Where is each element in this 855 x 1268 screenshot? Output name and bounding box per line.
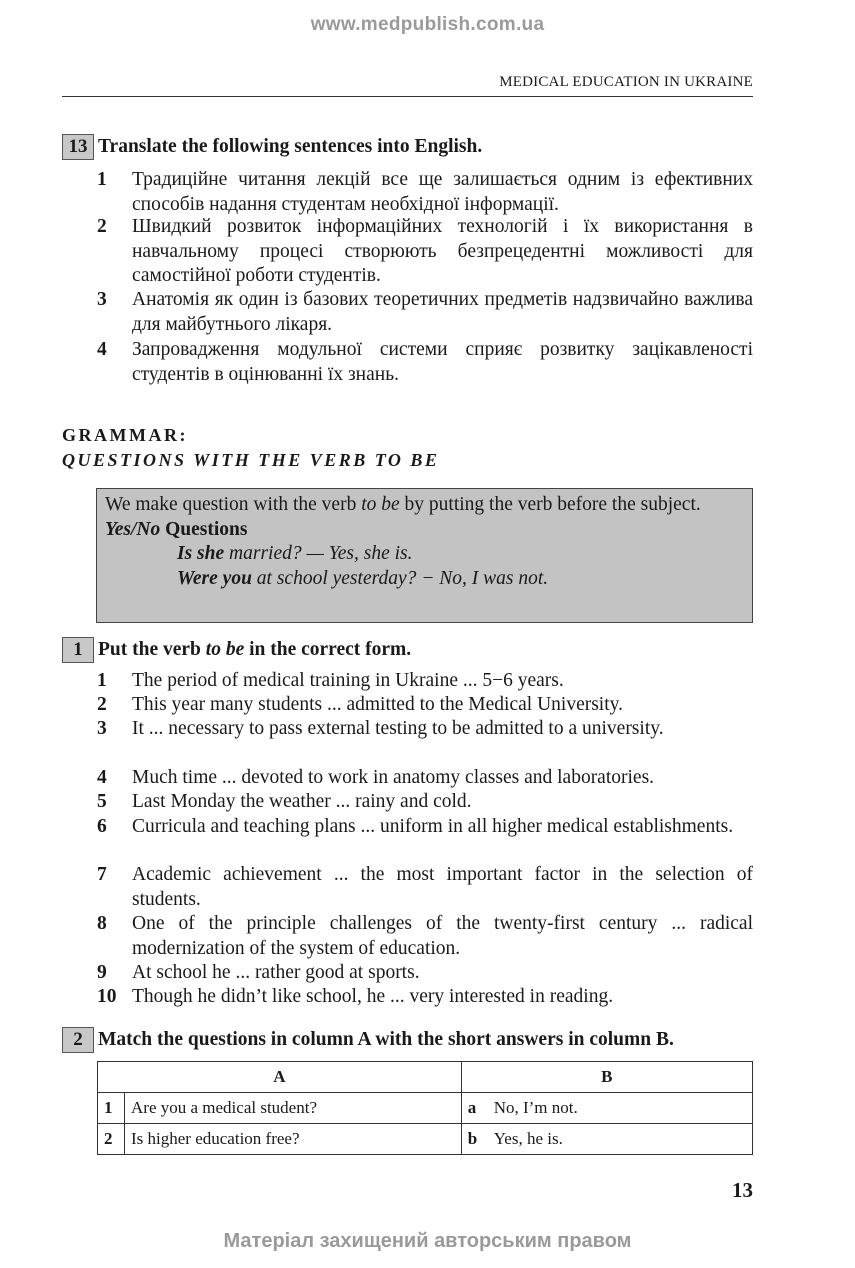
list-item — [97, 912, 753, 961]
item-number: 2 — [97, 216, 107, 237]
item-number: 10 — [97, 986, 117, 1007]
answer-cell: No, I’m not. — [488, 1093, 753, 1124]
list-item — [97, 215, 753, 289]
exercise-1-heading — [62, 637, 411, 663]
grammar-rule-box — [96, 488, 753, 623]
copyright-watermark: Матеріал захищений авторським правом — [223, 1230, 632, 1252]
table-header-row — [98, 1062, 753, 1093]
rule-label: Yes/No Questions — [105, 518, 248, 540]
table-row — [98, 1093, 753, 1124]
page-number: 13 — [732, 1178, 753, 1202]
item-text: Much time ... devoted to work in anatomy classes and laboratories. — [132, 767, 655, 788]
grammar-heading: GRAMMAR: — [62, 425, 188, 445]
running-head: MEDICAL EDUCATION IN UKRAINE — [499, 74, 753, 90]
list-item — [97, 693, 753, 718]
item-text: Last Monday the weather ... rainy and cold. — [132, 791, 472, 812]
list-item — [97, 717, 753, 742]
item-text: The period of medical training in Ukraine ... 5−6 years. — [132, 670, 564, 691]
item-text: Запровадження модульної системи сприяє розвитку зацікавленості студентів в оцінюванні їх знань. — [132, 339, 753, 385]
item-number: 3 — [97, 289, 107, 310]
rule-example: Is she married? — Yes, she is. — [177, 543, 413, 564]
exercise-number-badge: 13 — [62, 134, 94, 160]
list-item — [97, 288, 753, 337]
item-number: 6 — [97, 816, 107, 837]
list-item — [97, 766, 753, 791]
answer-letter: b — [461, 1124, 488, 1155]
item-text: Анатомія як один із базових теоретичних предметів надзвичайно важлива для майбутнього лікаря. — [132, 289, 753, 335]
item-number: 9 — [97, 962, 107, 983]
item-text: Curricula and teaching plans ... uniform in all higher medical establishments. — [132, 816, 734, 837]
item-text: This year many students ... admitted to the Medical University. — [132, 694, 624, 715]
watermark-url: www.medpublish.com.ua — [310, 14, 545, 35]
question-cell: Are you a medical student? — [125, 1093, 462, 1124]
question-cell: Is higher education free? — [125, 1124, 462, 1155]
exercise-title: Put the verb to be in the correct form. — [98, 639, 412, 660]
matching-table — [97, 1061, 753, 1155]
list-item — [97, 815, 753, 840]
item-text: Academic achievement ... the most important factor in the selection of students. — [132, 864, 753, 910]
list-item — [97, 338, 753, 387]
list-item — [97, 961, 753, 986]
list-item — [97, 790, 753, 815]
rule-example: Were you at school yesterday? − No, I was not. — [177, 567, 549, 589]
answer-cell: Yes, he is. — [488, 1124, 753, 1155]
item-text: One of the principle challenges of the twenty-first century ... radical modernization of the system of education. — [132, 913, 753, 959]
exercise-13-heading — [62, 134, 482, 160]
item-number: 4 — [97, 767, 107, 788]
exercise-2-heading — [62, 1027, 674, 1053]
item-number: 1 — [97, 169, 107, 190]
item-text: Though he didn’t like school, he ... very interested in reading. — [132, 986, 614, 1007]
list-item — [97, 669, 753, 694]
item-text: Традиційне читання лекцій все ще залишається одним із ефективних способів надання студентам необхідної інформації. — [132, 169, 753, 215]
item-number: 3 — [97, 718, 107, 739]
item-text: At school he ... rather good at sports. — [132, 962, 420, 983]
table-row — [98, 1124, 753, 1155]
header-rule — [62, 96, 753, 97]
exercise-title: Match the questions in column A with the short answers in column B. — [98, 1029, 674, 1050]
rule-text: We make question with the verb to be by putting the verb before the subject. — [105, 494, 701, 515]
exercise-title: Translate the following sentences into English. — [98, 136, 483, 157]
column-a-header: A — [98, 1062, 462, 1093]
list-item — [97, 985, 753, 1010]
item-number: 2 — [97, 694, 107, 715]
list-item — [97, 168, 753, 217]
answer-letter: a — [461, 1093, 488, 1124]
exercise-number-badge: 1 — [62, 637, 94, 663]
item-number: 4 — [97, 339, 107, 360]
grammar-subheading: QUESTIONS WITH THE VERB TO BE — [62, 450, 440, 470]
exercise-number-badge: 2 — [62, 1027, 94, 1053]
item-number: 7 — [97, 864, 107, 885]
item-text: It ... necessary to pass external testing to be admitted to a university. — [132, 718, 664, 739]
item-number: 1 — [97, 670, 107, 691]
item-number: 5 — [97, 791, 107, 812]
list-item — [97, 863, 753, 912]
row-number: 2 — [98, 1124, 125, 1155]
item-number: 8 — [97, 913, 107, 934]
row-number: 1 — [98, 1093, 125, 1124]
column-b-header: B — [461, 1062, 752, 1093]
item-text: Швидкий розвиток інформаційних технологій і їх використання в навчальному процесі створюють безпрецедентні можливості для самостійної роботи студентів. — [132, 216, 753, 286]
